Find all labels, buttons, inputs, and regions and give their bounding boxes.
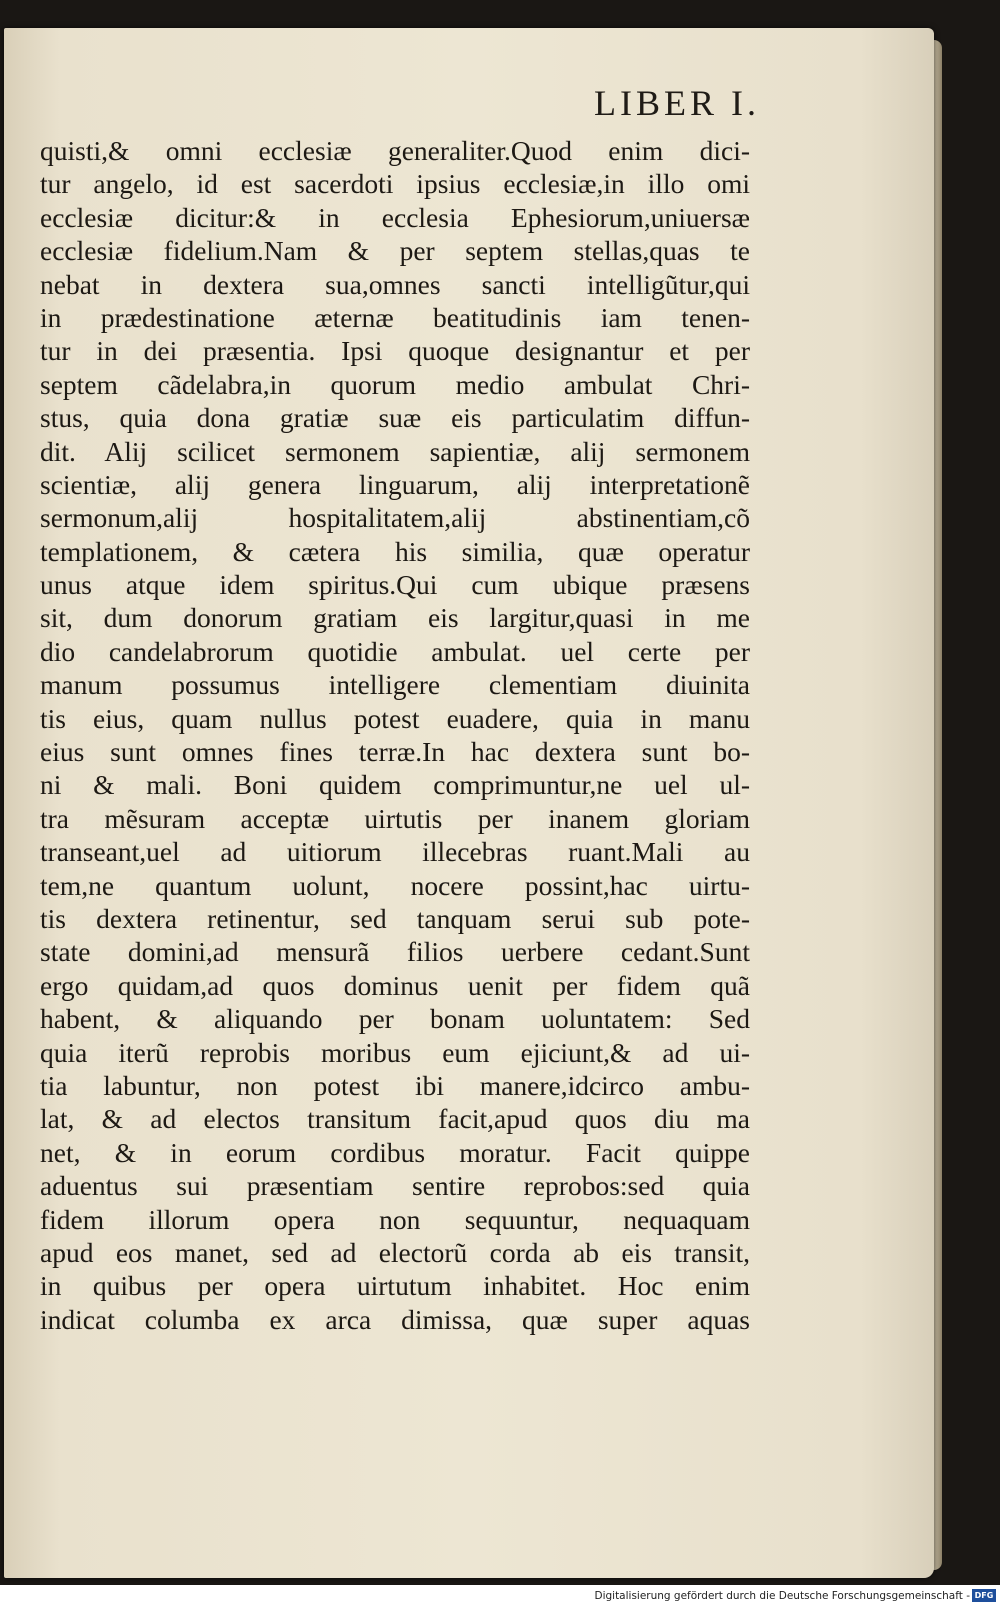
- text-line: quisti,& omni ecclesiæ generaliter.Quod enim dici-: [40, 135, 750, 166]
- text-line: ni & mali. Boni quidem comprimuntur,ne uel ul-: [40, 769, 750, 801]
- text-line: dio candelabrorum quotidie ambulat. uel certe per: [40, 635, 750, 667]
- text-line: templationem, & cætera his similia, quæ operatur: [40, 535, 750, 567]
- text-line: ecclesiæ fidelium.Nam & per septem stellas,quas te: [40, 235, 750, 267]
- text-line: lat, & ad electos transitum facit,apud quos diu ma: [40, 1103, 750, 1135]
- text-line: habent, & aliquando per bonam uoluntatem: Sed: [40, 1003, 750, 1035]
- text-line: sit, dum donorum gratiam eis largitur,quasi in me: [40, 602, 750, 634]
- text-line: unus atque idem spiritus.Qui cum ubique præsens: [40, 569, 750, 601]
- text-line: tis dextera retinentur, sed tanquam serui sub pote-: [40, 902, 750, 934]
- text-line: quia iterũ reprobis moribus eum ejiciunt,& ad ui-: [40, 1036, 750, 1068]
- text-line: nebat in dextera sua,omnes sancti intelligũtur,qui: [40, 268, 750, 300]
- text-line: apud eos manet, sed ad electorũ corda ab eis transit,: [40, 1236, 750, 1268]
- text-line: net, & in eorum cordibus moratur. Facit quippe: [40, 1136, 750, 1168]
- text-line: ecclesiæ dicitur:& in ecclesia Ephesiorum,uniuersæ: [40, 201, 750, 233]
- text-line: septem cãdelabra,in quorum medio ambulat Chri-: [40, 368, 750, 400]
- footer-credit: Digitalisierung gefördert durch die Deutsche Forschungsgemeinschaft -: [594, 1590, 970, 1602]
- text-line: tra mẽsuram acceptæ uirtutis per inanem gloriam: [40, 802, 750, 834]
- text-line: scientiæ, alij genera linguarum, alij interpretationẽ: [40, 468, 750, 500]
- text-line: aduentus sui præsentiam sentire reprobos:sed quia: [40, 1170, 750, 1202]
- text-line: transeant,uel ad uitiorum illecebras ruant.Mali au: [40, 836, 750, 868]
- text-line: state domini,ad mensurã filios uerbere cedant.Sunt: [40, 936, 750, 968]
- text-line: stus, quia dona gratiæ suæ eis particulatim diffun-: [40, 402, 750, 434]
- dfg-logo: DFG: [972, 1589, 996, 1602]
- running-head: LIBER I.: [594, 83, 760, 123]
- text-line: eius sunt omnes fines terræ.In hac dextera sunt bo-: [40, 736, 750, 768]
- text-line: tem,ne quantum uolunt, nocere possint,hac uirtu-: [40, 869, 750, 901]
- text-line: ergo quidam,ad quos dominus uenit per fidem quã: [40, 969, 750, 1001]
- text-line: tur angelo, id est sacerdoti ipsius ecclesiæ,in illo omi: [40, 168, 750, 200]
- text-line: sermonum,alij hospitalitatem,alij abstinentiam,cõ: [40, 502, 750, 534]
- text-line: indicat columba ex arca dimissa, quæ super aquas: [40, 1303, 750, 1335]
- body-text: [40, 134, 750, 1336]
- text-line: manum possumus intelligere clementiam diuinita: [40, 669, 750, 701]
- text-line: fidem illorum opera non sequuntur, nequaquam: [40, 1203, 750, 1235]
- text-line: in prædestinatione æternæ beatitudinis iam tenen-: [40, 301, 750, 333]
- text-line: tis eius, quam nullus potest euadere, quia in manu: [40, 702, 750, 734]
- text-line: dit. Alij scilicet sermonem sapientiæ, alij sermonem: [40, 435, 750, 467]
- text-line: tur in dei præsentia. Ipsi quoque designantur et per: [40, 335, 750, 367]
- text-line: in quibus per opera uirtutum inhabitet. Hoc enim: [40, 1270, 750, 1302]
- text-line: tia labuntur, non potest ibi manere,idcirco ambu-: [40, 1069, 750, 1101]
